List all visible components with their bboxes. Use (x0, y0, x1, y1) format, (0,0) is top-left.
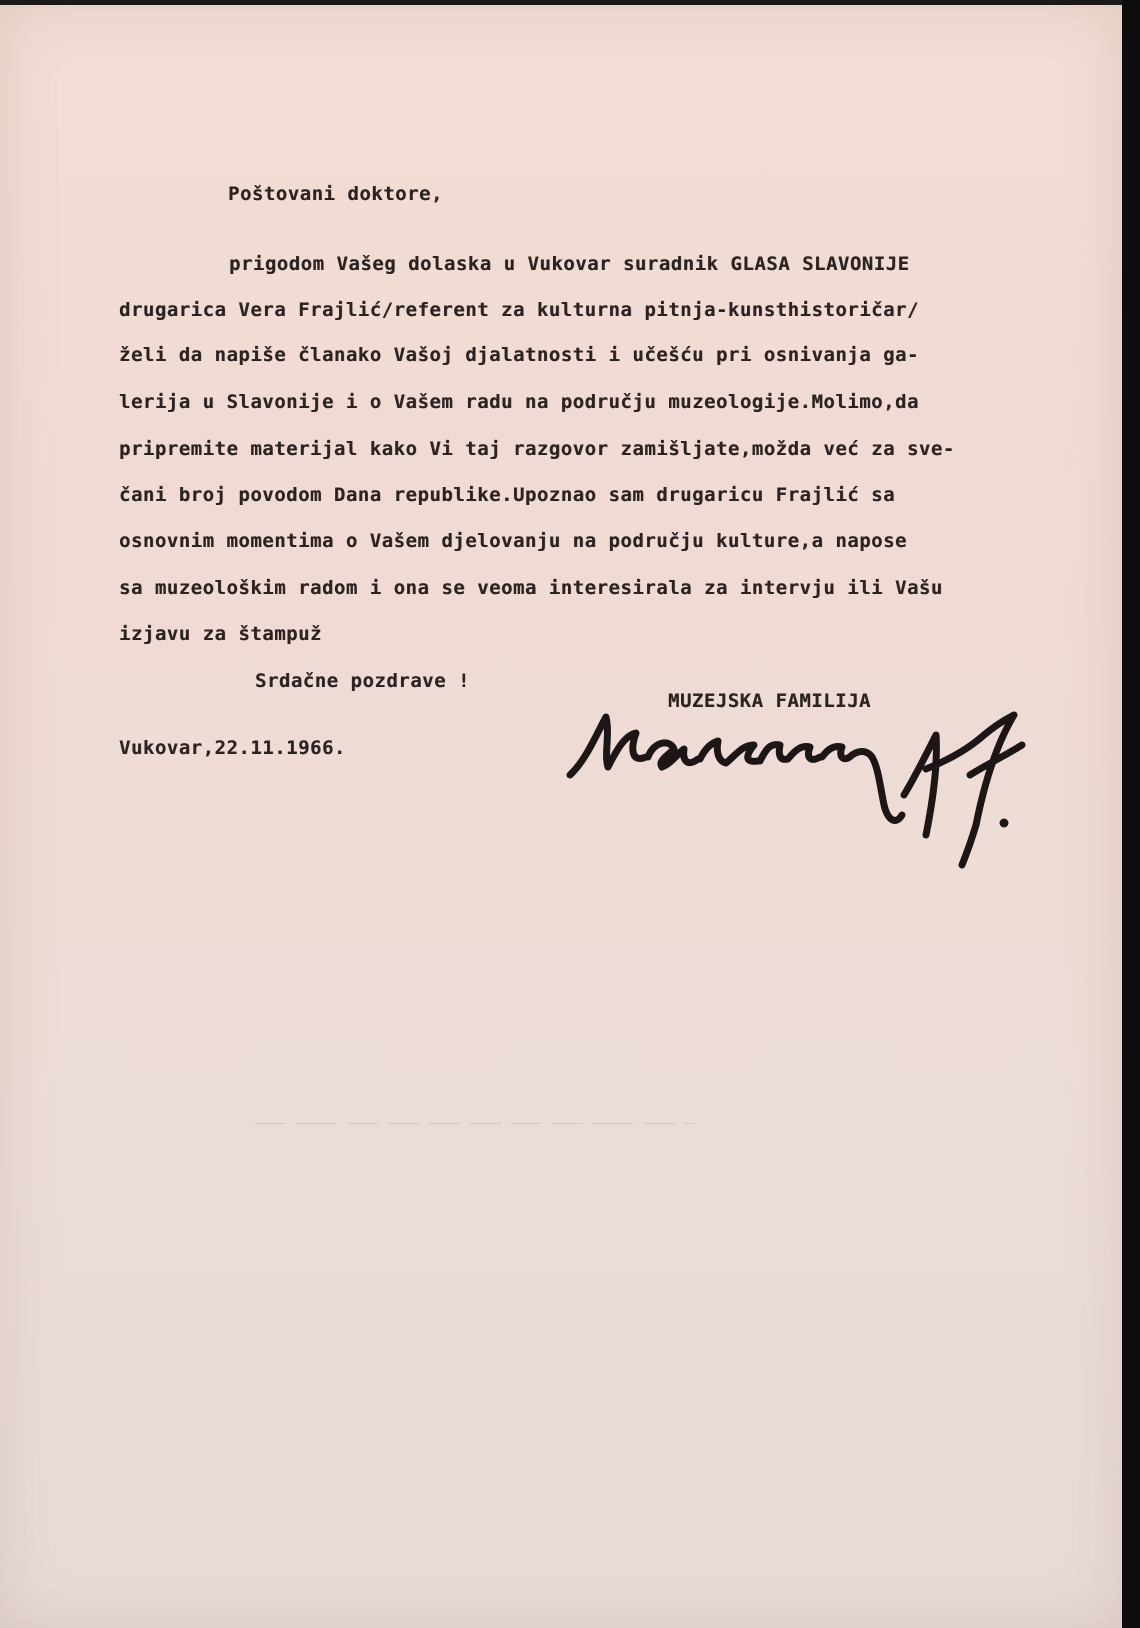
place-date: Vukovar,22.11.1966. (119, 737, 346, 759)
body-line: drugarica Vera Frajlić/referent za kulturna pitnja-kunsthistoričar/ (119, 299, 919, 321)
body-line: prigodom Vašeg dolaska u Vukovar suradnik GLASA SLAVONIJE (229, 253, 910, 275)
handwritten-signature (566, 705, 1066, 875)
signer-name: MUZEJSKA FAMILIJA (668, 690, 871, 712)
body-line: osnovnim momentima o Vašem djelovanju na području kulture,a napose (119, 530, 907, 552)
show-through-text: ——— ———— ——— ——— ——— ——— ——— ——— ———— ——— — (255, 1113, 696, 1133)
body-line: čani broj povodom Dana republike.Upoznao sam drugaricu Frajlić sa (119, 484, 896, 506)
body-line: izjavu za štampuž (119, 623, 322, 645)
scan-edge-right (1122, 0, 1140, 1628)
body-line: želi da napiše članako Vašoj djalatnosti i učešću pri osnivanja ga- (119, 344, 919, 366)
body-line: pripremite materijal kako Vi taj razgovor zamišljate,možda već za sve- (119, 438, 955, 460)
body-line: sa muzeološkim radom i ona se veoma interesirala za intervju ili Vašu (119, 577, 943, 599)
closing: Srdačne pozdrave ! (255, 670, 470, 692)
body-line: lerija u Slavonije i o Vašem radu na području muzeologije.Molimo,da (119, 391, 919, 413)
scan-edge-top (0, 0, 1140, 5)
salutation: Poštovani doktore, (228, 183, 443, 205)
